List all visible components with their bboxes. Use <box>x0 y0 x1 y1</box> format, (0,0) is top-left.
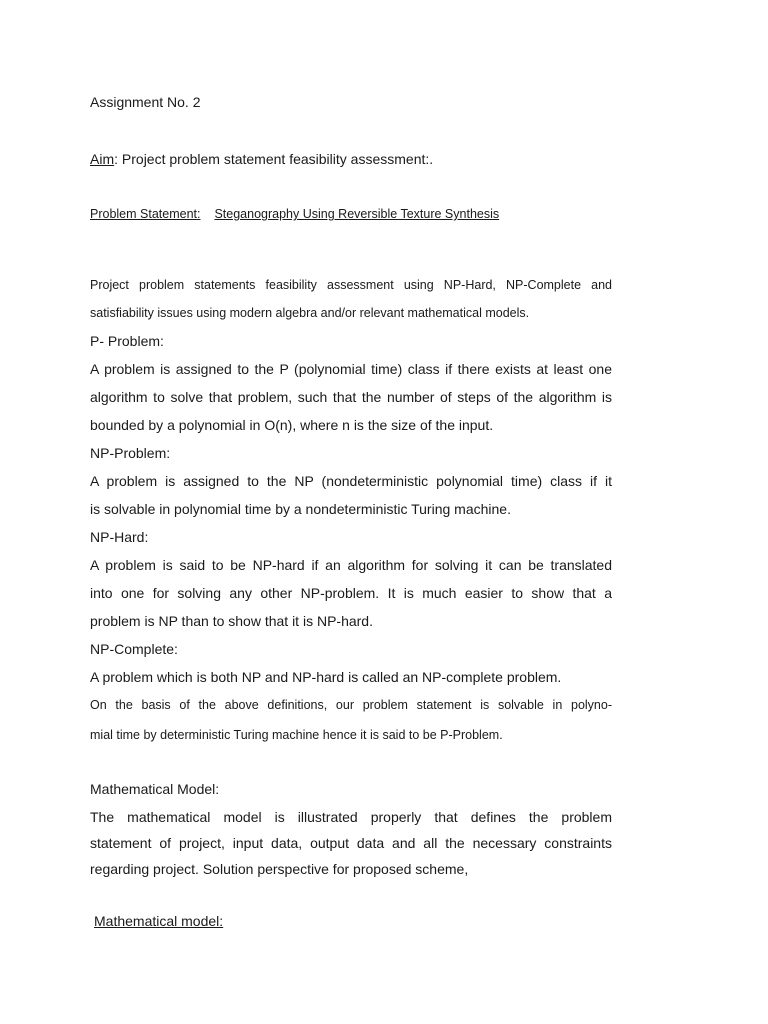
mathematical-model-text: The mathematical model is illustrated properly that defines the problem <box>90 809 612 825</box>
p-problem-text: algorithm to solve that problem, such that the number of steps of the algorithm is <box>90 389 612 405</box>
p-problem-text: A problem is assigned to the P (polynomial time) class if there exists at least one <box>90 361 612 377</box>
p-problem-text: bounded by a polynomial in O(n), where n is the size of the input. <box>90 417 494 433</box>
np-hard-heading: NP-Hard: <box>90 529 149 545</box>
aim-line <box>90 150 433 168</box>
np-problem-heading: NP-Problem: <box>90 445 171 461</box>
mathematical-model-subheading: Mathematical model: <box>94 913 224 929</box>
np-hard-text: problem is NP than to show that it is NP-hard. <box>90 613 373 629</box>
p-problem-heading: P- Problem: <box>90 333 164 349</box>
problem-statement-line <box>90 205 499 223</box>
problem-statement-title: Steganography Using Reversible Texture Synthesis <box>214 207 500 221</box>
np-problem-text: is solvable in polynomial time by a nondeterministic Turing machine. <box>90 501 511 517</box>
intro-line: satisfiability issues using modern algebra and/or relevant mathematical models. <box>90 306 530 320</box>
np-hard-text: A problem is said to be NP-hard if an algorithm for solving it can be translated <box>90 557 612 573</box>
conclusion-text: mial time by deterministic Turing machine hence it is said to be P-Problem. <box>90 728 503 742</box>
mathematical-model-heading: Mathematical Model: <box>90 781 220 797</box>
mathematical-model-text: regarding project. Solution perspective for proposed scheme, <box>90 861 469 877</box>
np-hard-text: into one for solving any other NP-problem. It is much easier to show that a <box>90 585 612 601</box>
aim-text: : Project problem statement feasibility assessment:. <box>114 151 434 167</box>
np-problem-text: A problem is assigned to the NP (nondeterministic polynomial time) class if it <box>90 473 612 489</box>
conclusion-text: On the basis of the above definitions, our problem statement is solvable in polyno- <box>90 698 612 712</box>
aim-label: Aim <box>90 151 115 167</box>
problem-statement-label: Problem Statement: <box>90 207 201 221</box>
np-complete-heading: NP-Complete: <box>90 641 178 657</box>
np-complete-text: A problem which is both NP and NP-hard is called an NP-complete problem. <box>90 669 562 685</box>
assignment-title: Assignment No. 2 <box>90 94 201 110</box>
intro-line: Project problem statements feasibility assessment using NP-Hard, NP-Complete and <box>90 278 612 292</box>
mathematical-model-text: statement of project, input data, output data and all the necessary constraints <box>90 835 612 851</box>
